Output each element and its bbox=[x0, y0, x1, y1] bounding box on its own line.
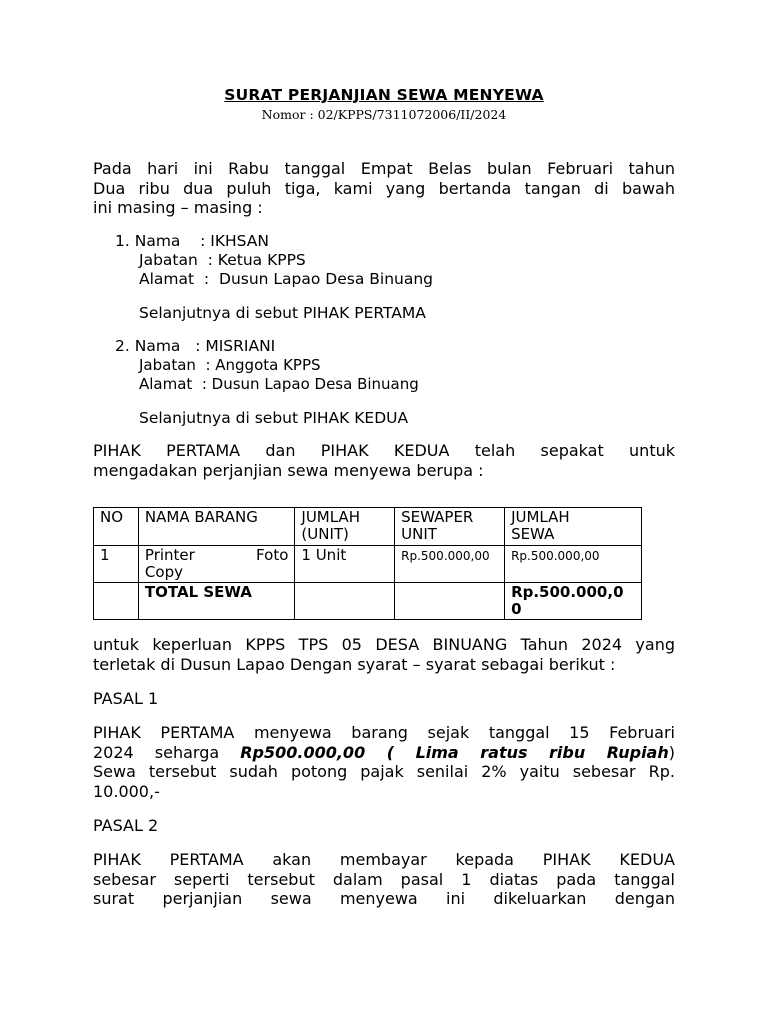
party-1-note: Selanjutnya di sebut PIHAK PERTAMA bbox=[139, 304, 426, 322]
party-1 bbox=[115, 232, 615, 323]
total-no-empty bbox=[94, 583, 139, 620]
row-1-jumlah: 1 Unit bbox=[295, 546, 395, 583]
header-jumlah-unit: JUMLAH (UNIT) bbox=[295, 508, 395, 546]
agreement-line-2: mengadakan perjanjian sewa menyewa berupa : bbox=[93, 460, 484, 480]
header-jumlah-sewa: JUMLAH SEWA bbox=[505, 508, 642, 546]
purpose-paragraph bbox=[93, 635, 675, 674]
document-number: Nomor : 02/KPPS/7311072006/II/2024 bbox=[261, 107, 507, 122]
intro-line-1: Pada hari ini Rabu tanggal Empat Belas bulan Februari tahun bbox=[93, 159, 675, 178]
items-table bbox=[93, 507, 642, 620]
total-value: Rp.500.000,0 0 bbox=[505, 583, 642, 620]
party-2-number: 2. bbox=[115, 337, 130, 355]
party-1-alamat: Alamat : Dusun Lapao Desa Binuang bbox=[139, 270, 434, 288]
pasal-1-paragraph bbox=[93, 723, 675, 801]
pasal-2-heading: PASAL 2 bbox=[93, 816, 159, 835]
pasal-1-line-2: 2024 seharga Rp500.000,00 ( Lima ratus ribu Rupiah) bbox=[93, 742, 675, 762]
total-sewaper-empty bbox=[395, 583, 505, 620]
intro-line-3: ini masing – masing : bbox=[93, 198, 263, 217]
table-header-row bbox=[94, 508, 642, 546]
row-1-no: 1 bbox=[94, 546, 139, 583]
party-1-jabatan: Jabatan : Ketua KPPS bbox=[139, 251, 306, 269]
purpose-line-2: terletak di Dusun Lapao Dengan syarat – syarat sebagai berikut : bbox=[93, 654, 616, 674]
party-1-number: 1. bbox=[115, 232, 130, 250]
row-1-nama-barang: Printer Foto Copy bbox=[138, 546, 294, 583]
party-2-jabatan: Jabatan : Anggota KPPS bbox=[139, 356, 321, 374]
total-jumlah-empty bbox=[295, 583, 395, 620]
party-2 bbox=[115, 337, 615, 428]
intro-line-2: Dua ribu dua puluh tiga, kami yang bertanda tangan di bawah bbox=[93, 178, 675, 198]
table-row bbox=[94, 546, 642, 583]
row-1-sewa-per-unit: Rp.500.000,00 bbox=[395, 546, 505, 583]
table-total-row bbox=[94, 583, 642, 620]
header-nama-barang: NAMA BARANG bbox=[138, 508, 294, 546]
agreement-paragraph bbox=[93, 441, 675, 480]
pasal-2-paragraph bbox=[93, 850, 675, 909]
total-label: TOTAL SEWA bbox=[138, 583, 294, 620]
pasal-1-line-4: 10.000,- bbox=[93, 781, 160, 801]
header-no: NO bbox=[94, 508, 139, 546]
agreement-line-1: PIHAK PERTAMA dan PIHAK KEDUA telah sepakat untuk bbox=[93, 441, 675, 460]
pasal-1-amount: Rp500.000,00 ( Lima ratus ribu Rupiah bbox=[240, 742, 669, 762]
party-2-nama: Nama : MISRIANI bbox=[134, 337, 276, 355]
pasal-1-heading: PASAL 1 bbox=[93, 689, 159, 708]
document-title: SURAT PERJANJIAN SEWA MENYEWA bbox=[224, 86, 544, 104]
row-1-jumlah-sewa: Rp.500.000,00 bbox=[505, 546, 642, 583]
pasal-2-line-3: surat perjanjian sewa menyewa ini dikeluarkan dengan bbox=[93, 889, 675, 908]
header-sewaper-unit: SEWAPER UNIT bbox=[395, 508, 505, 546]
intro-paragraph bbox=[93, 159, 675, 218]
party-1-nama: Nama : IKHSAN bbox=[134, 232, 269, 250]
party-2-note: Selanjutnya di sebut PIHAK KEDUA bbox=[139, 409, 409, 427]
pasal-1-line-1: PIHAK PERTAMA menyewa barang sejak tanggal 15 Februari bbox=[93, 723, 675, 742]
pasal-1-line-3: Sewa tersebut sudah potong pajak senilai 2% yaitu sebesar Rp. bbox=[93, 762, 675, 781]
purpose-line-1: untuk keperluan KPPS TPS 05 DESA BINUANG Tahun 2024 yang bbox=[93, 635, 675, 654]
pasal-2-line-2: sebesar seperti tersebut dalam pasal 1 diatas pada tanggal bbox=[93, 869, 675, 889]
party-2-alamat: Alamat : Dusun Lapao Desa Binuang bbox=[139, 375, 419, 393]
pasal-2-line-1: PIHAK PERTAMA akan membayar kepada PIHAK KEDUA bbox=[93, 850, 675, 869]
